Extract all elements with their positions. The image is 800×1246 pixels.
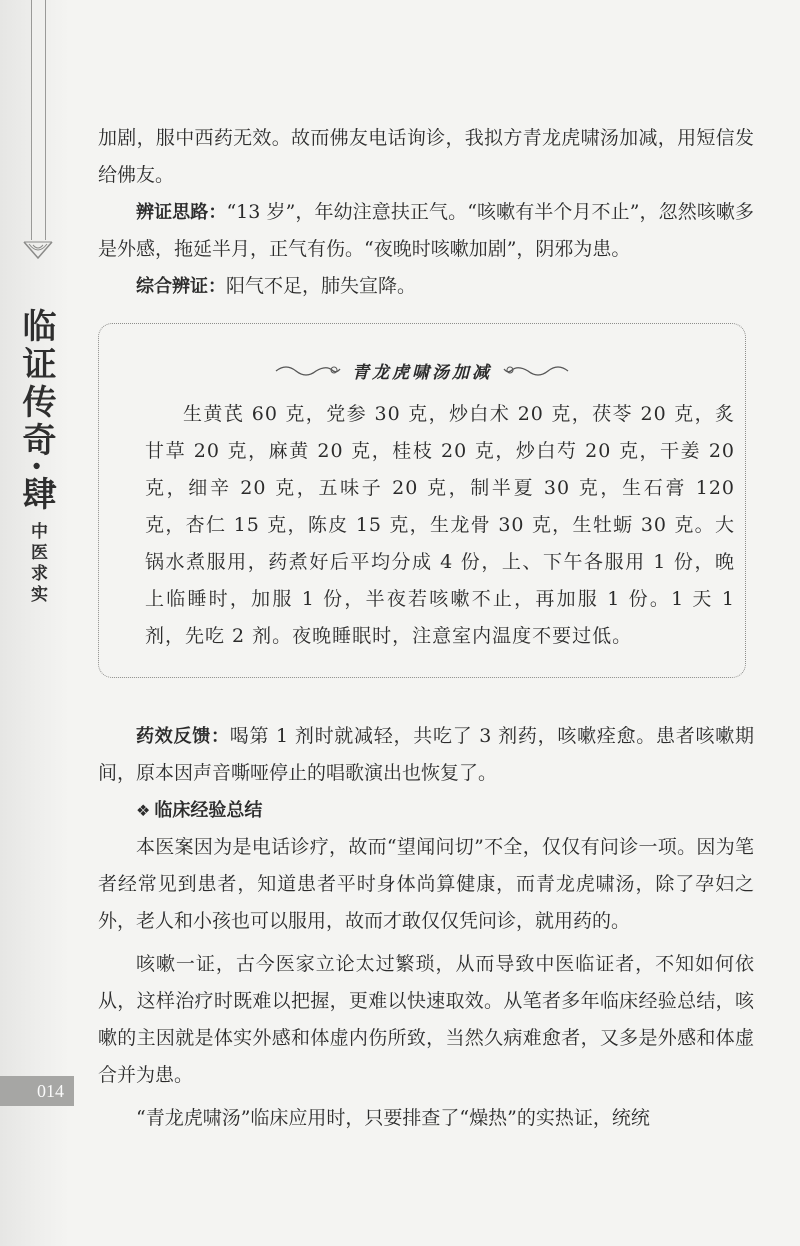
summary-heading-row [98,792,754,829]
book-title: 临证传奇·肆 [16,308,56,514]
ornament-icon [22,238,54,262]
prescription-title: 青龙虎啸汤加减 [352,362,492,383]
diamond-bullet-icon: ❖ [136,801,151,820]
summary-paragraph-1: 本医案因为是电话诊疗，故而“望闻问切”不全，仅仅有问诊一项。因为笔者经常见到患者，知道患者平时身体尚算健康，而青龙虎啸汤，除了孕妇之外，老人和小孩也可以服用，故而才敢仅仅凭问诊，就用药的。 [98,836,754,932]
prescription-title-row [109,354,735,386]
feedback-text: 喝第 1 剂时就减轻，共吃了 3 剂药，咳嗽痊愈。患者咳嗽期间，原本因声音嘶哑停止的唱歌演出也恢复了。 [98,725,754,784]
page-content [98,120,754,1137]
comprehensive-text: 阳气不足，肺失宣降。 [226,275,417,297]
summary-paragraph-3: “青龙虎啸汤”临床应用时，只要排查了“燥热”的实热证，统统 [136,1107,650,1129]
feedback-label: 药效反馈： [136,726,230,747]
diagnosis-reasoning [98,194,754,268]
diagnosis-text: “13 岁”，年幼注意扶正气。“咳嗽有半个月不止”，忽然咳嗽多是外感，拖延半月，正气有伤。“夜晚时咳嗽加剧”，阴邪为患。 [98,201,755,260]
prescription-body: 生黄芪 60 克，党参 30 克，炒白术 20 克，茯苓 20 克，炙甘草 20 克，麻黄 20 克，桂枝 20 克，炒白芍 20 克，干姜 20 克，细辛 20 克，五味子 20 克，制半夏 30 克，生石膏 120 克，杏仁 15 克，陈皮 15 克，生龙骨 30 克，生牡蛎 30 克。大锅水煮服用，药煮好后平均分成 4 份，上、下午各服用 1 份，晚上临睡时，加服 1 份，半夜若咳嗽不止，再加服 1 份。1 天 1 剂，先吃 2 剂。夜晚睡眠时，注意室内温度不要过低。 [145,403,735,647]
book-subtitle: 中医求实 [27,522,47,606]
comprehensive-diagnosis [98,268,754,305]
summary-paragraph-2: 咳嗽一证，古今医家立论太过繁琐，从而导致中医临证者，不知如何依从，这样治疗时既难以把握，更难以快速取效。从笔者多年临床经验总结，咳嗽的主因就是体实外感和体虚内伤所致，当然久病难愈者，又多是外感和体虚合并为患。 [98,953,754,1086]
effect-feedback [98,718,754,792]
summary-heading: 临床经验总结 [154,800,263,821]
flourish-right-icon [500,361,570,379]
prescription-box [98,323,746,678]
page-number: 014 [37,1081,64,1101]
comprehensive-label: 综合辨证： [136,276,226,297]
bookmark-ribbon [31,0,46,240]
flourish-left-icon [274,361,344,379]
diagnosis-label: 辨证思路： [136,202,227,223]
paragraph-continued: 加剧，服中西药无效。故而佛友电话询诊，我拟方青龙虎啸汤加减，用短信发给佛友。 [98,127,754,186]
